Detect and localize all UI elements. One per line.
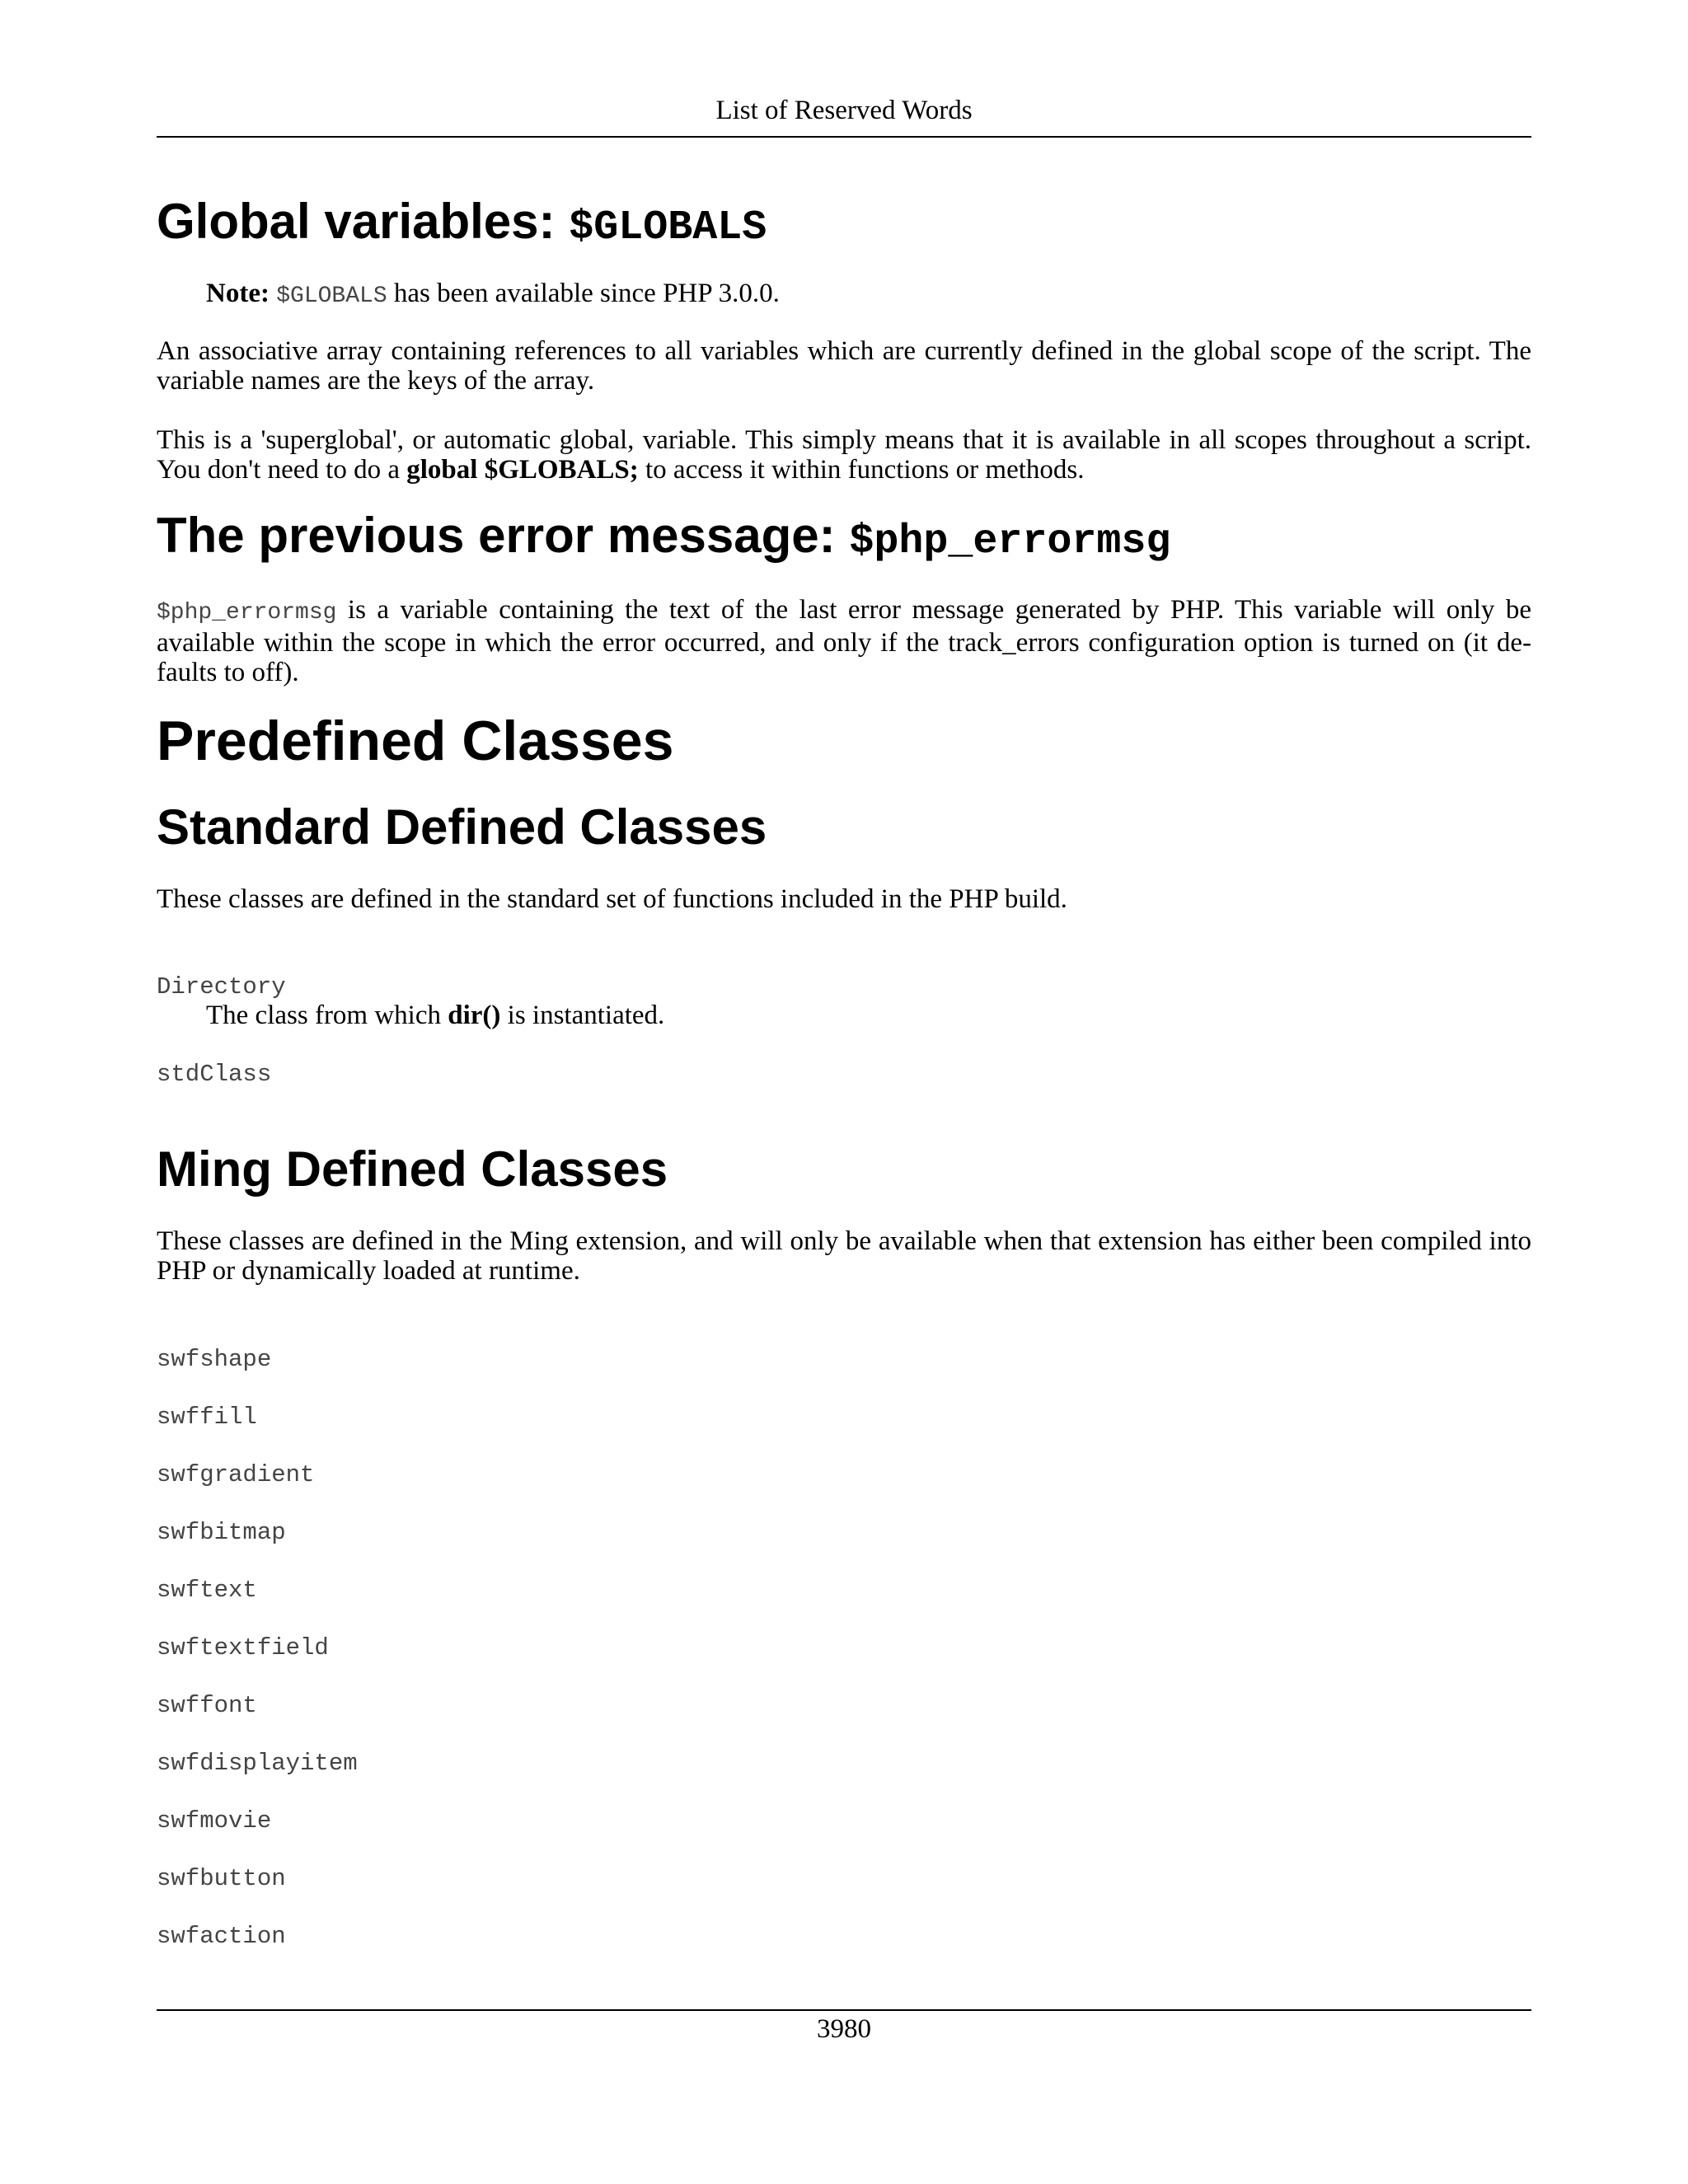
ming-class-item: swftextfield [157, 1634, 329, 1661]
heading-text: Global variables: [157, 194, 570, 249]
ming-class-item: swffont [157, 1692, 257, 1719]
heading-text: The previous error message: [157, 508, 850, 563]
note-globals [206, 279, 1531, 312]
ming-class-item: swfgradient [157, 1461, 315, 1488]
paragraph-code: $php_errormsg [157, 600, 337, 626]
section-heading-globals [157, 192, 1531, 258]
definition-directory [206, 1001, 1531, 1030]
ming-class-item: swfbutton [157, 1865, 286, 1892]
globals-paragraph-2 [157, 425, 1531, 485]
note-code: $GLOBALS [276, 284, 387, 309]
document-page [157, 0, 1531, 2184]
heading-code: $php_errormsg [849, 518, 1171, 565]
section-heading-errormsg [157, 506, 1531, 572]
ming-class-item: swfaction [157, 1923, 286, 1950]
note-text: has been available since PHP 3.0.0. [387, 279, 780, 308]
ming-class-item: swffill [157, 1404, 257, 1431]
def-start: The class from which [206, 1001, 448, 1030]
footer-rule [157, 2009, 1531, 2011]
ming-class-item: swfdisplayitem [157, 1750, 358, 1777]
section-heading-standard-classes: Standard Defined Classes [157, 799, 767, 855]
running-header: List of Reserved Words [715, 96, 973, 125]
standard-intro: These classes are defined in the standard set of functions included in the PHP build. [157, 884, 1067, 914]
page-number: 3980 [817, 2014, 871, 2044]
section-heading-ming-classes: Ming Defined Classes [157, 1141, 668, 1197]
ming-class-item: swfmovie [157, 1807, 272, 1835]
header-rule [157, 136, 1531, 138]
para2-start: This is a 'superglobal', or automatic global, variable. This simply means that it is available in all scopes throughout a script. You don't need to do a [157, 425, 1531, 485]
chapter-heading-predefined-classes: Predefined Classes [157, 710, 674, 772]
para2-end: to access it within functions or methods. [638, 455, 1085, 485]
term-directory: Directory [157, 973, 286, 1001]
def-end: is instantiated. [500, 1001, 665, 1030]
globals-paragraph-1: An associative array containing references to all variables which are currently defined in the global scope of the script. The variable names are the keys of the array. [157, 336, 1531, 396]
ming-class-item: swftext [157, 1577, 257, 1604]
ming-class-item: swfbitmap [157, 1519, 286, 1546]
term-stdclass: stdClass [157, 1061, 272, 1088]
ming-intro: These classes are defined in the Ming extension, and will only be available when that extension has either been compiled into PHP or dynamically loaded at runtime. [157, 1226, 1531, 1286]
errormsg-paragraph [157, 595, 1531, 687]
ming-class-item: swfshape [157, 1346, 272, 1373]
heading-code: $GLOBALS [569, 204, 767, 251]
paragraph-text: is a variable containing the text of the last error message generated by PHP. This variable will only be available within the scope in which the error occurred, and only if the track_errors configuration option is turned on (it defaults to off). [157, 595, 1531, 687]
note-label: Note: [206, 279, 270, 308]
para2-bold: global $GLOBALS; [406, 455, 639, 485]
def-bold: dir() [448, 1001, 501, 1030]
